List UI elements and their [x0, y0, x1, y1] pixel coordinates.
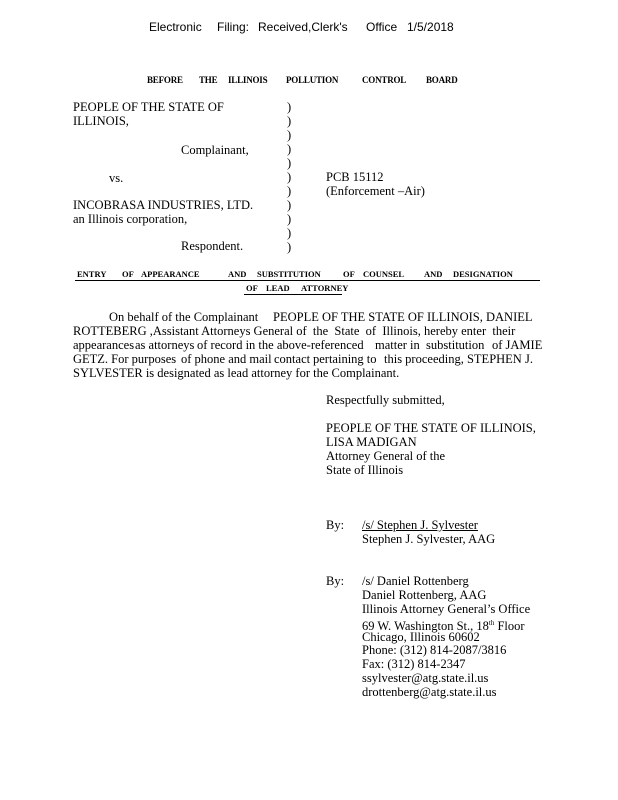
- title-word: ENTRY: [77, 269, 107, 279]
- title-word: AND: [424, 269, 443, 279]
- title-underline: [75, 280, 540, 281]
- attorney-general-name: LISA MADIGAN: [326, 435, 417, 449]
- body-text: On behalf of the Complainant: [109, 310, 259, 324]
- body-text: appearances: [73, 338, 135, 352]
- board-word: CONTROL: [362, 75, 407, 85]
- title-word: ATTORNEY: [301, 283, 349, 293]
- caption-paren: ): [287, 212, 292, 226]
- attorney-general-state: State of Illinois: [326, 463, 404, 477]
- title-word: APPEARANCE: [141, 269, 200, 279]
- title-word: OF: [246, 283, 258, 293]
- caption-paren: ): [287, 198, 292, 212]
- body-text: PEOPLE OF THE STATE OF ILLINOIS, DANIEL: [273, 310, 533, 324]
- versus-label: vs.: [109, 171, 124, 185]
- signer-name: Daniel Rottenberg, AAG: [362, 588, 487, 602]
- board-word: BEFORE: [147, 75, 183, 85]
- body-text: SYLVESTER is designated as lead attorney for the Complainant.: [73, 366, 400, 380]
- street-floor: Floor: [497, 619, 525, 634]
- title-underline: [244, 294, 342, 295]
- caption-paren: ): [287, 128, 292, 142]
- board-word: BOARD: [426, 75, 458, 85]
- caption-paren: ): [287, 226, 292, 240]
- caption-paren: ): [287, 142, 292, 156]
- filing-office: Office: [366, 20, 398, 34]
- board-word: POLLUTION: [286, 75, 339, 85]
- caption-paren: ): [287, 240, 292, 254]
- body-text: as attorneys: [135, 338, 195, 352]
- body-text: ROTTEBERG ,Assistant Attorneys General of the State of Illinois, hereby enter their: [73, 324, 516, 338]
- complainant-label: Complainant,: [181, 143, 249, 157]
- by-label: By:: [326, 574, 345, 588]
- title-word: COUNSEL: [363, 269, 405, 279]
- filing-date: 1/5/2018: [407, 20, 454, 34]
- title-word: AND: [228, 269, 247, 279]
- office-city: Chicago, Illinois 60602: [362, 630, 480, 644]
- respectfully-submitted: Respectfully submitted,: [326, 393, 445, 407]
- caption-paren: ): [287, 114, 292, 128]
- respondent-name-line2: an Illinois corporation,: [73, 212, 188, 226]
- case-type: (Enforcement –Air): [326, 184, 425, 198]
- board-word: THE: [199, 75, 218, 85]
- filing-electronic: Electronic: [149, 20, 202, 34]
- body-text: of record in the above-referenced: [197, 338, 364, 352]
- street-number: 69 W. Washington St., 18: [362, 619, 489, 634]
- title-word: DESIGNATION: [453, 269, 513, 279]
- body-text: of JAMIE: [492, 338, 543, 352]
- street-suffix: th: [488, 619, 495, 627]
- office-phone: Phone: (312) 814-2087/3816: [362, 643, 507, 657]
- body-text: GETZ. For purposes: [73, 352, 177, 366]
- body-text: contact: [274, 352, 311, 366]
- signer-name: Stephen J. Sylvester, AAG: [362, 532, 496, 546]
- by-label: By:: [326, 518, 345, 532]
- title-word: OF: [122, 269, 134, 279]
- body-text: of phone and mail: [181, 352, 272, 366]
- filing-label: Filing:: [217, 20, 250, 34]
- caption-paren: ): [287, 156, 292, 170]
- body-text: pertaining to: [313, 352, 377, 366]
- body-text: matter in substitution: [375, 338, 485, 352]
- office-fax: Fax: (312) 814-2347: [362, 657, 466, 671]
- office-name: Illinois Attorney General’s Office: [362, 602, 531, 616]
- filing-received: Received,Clerk's: [258, 20, 348, 34]
- respondent-label: Respondent.: [181, 239, 244, 253]
- signature-line: /s/ Daniel Rottenberg: [362, 574, 469, 588]
- signature-line: /s/ Stephen J. Sylvester: [362, 518, 478, 532]
- case-number: PCB 15112: [326, 170, 384, 184]
- caption-paren: ): [287, 170, 292, 184]
- signature-people: PEOPLE OF THE STATE OF ILLINOIS,: [326, 421, 536, 435]
- attorney-general-title: Attorney General of the: [326, 449, 446, 463]
- complainant-name-line1: PEOPLE OF THE STATE OF: [73, 100, 224, 114]
- complainant-name-line2: ILLINOIS,: [73, 114, 129, 128]
- title-word: SUBSTITUTION: [257, 269, 321, 279]
- caption-paren: ): [287, 184, 292, 198]
- board-word: ILLINOIS: [228, 75, 268, 85]
- body-text: this proceeding, STEPHEN J.: [384, 352, 533, 366]
- title-word: OF: [343, 269, 355, 279]
- title-word: LEAD: [266, 283, 290, 293]
- caption-paren: ): [287, 100, 292, 114]
- email-link[interactable]: drottenberg@atg.state.il.us: [362, 685, 497, 699]
- respondent-name-line1: INCOBRASA INDUSTRIES, LTD.: [73, 198, 254, 212]
- email-link[interactable]: ssylvester@atg.state.il.us: [362, 671, 489, 685]
